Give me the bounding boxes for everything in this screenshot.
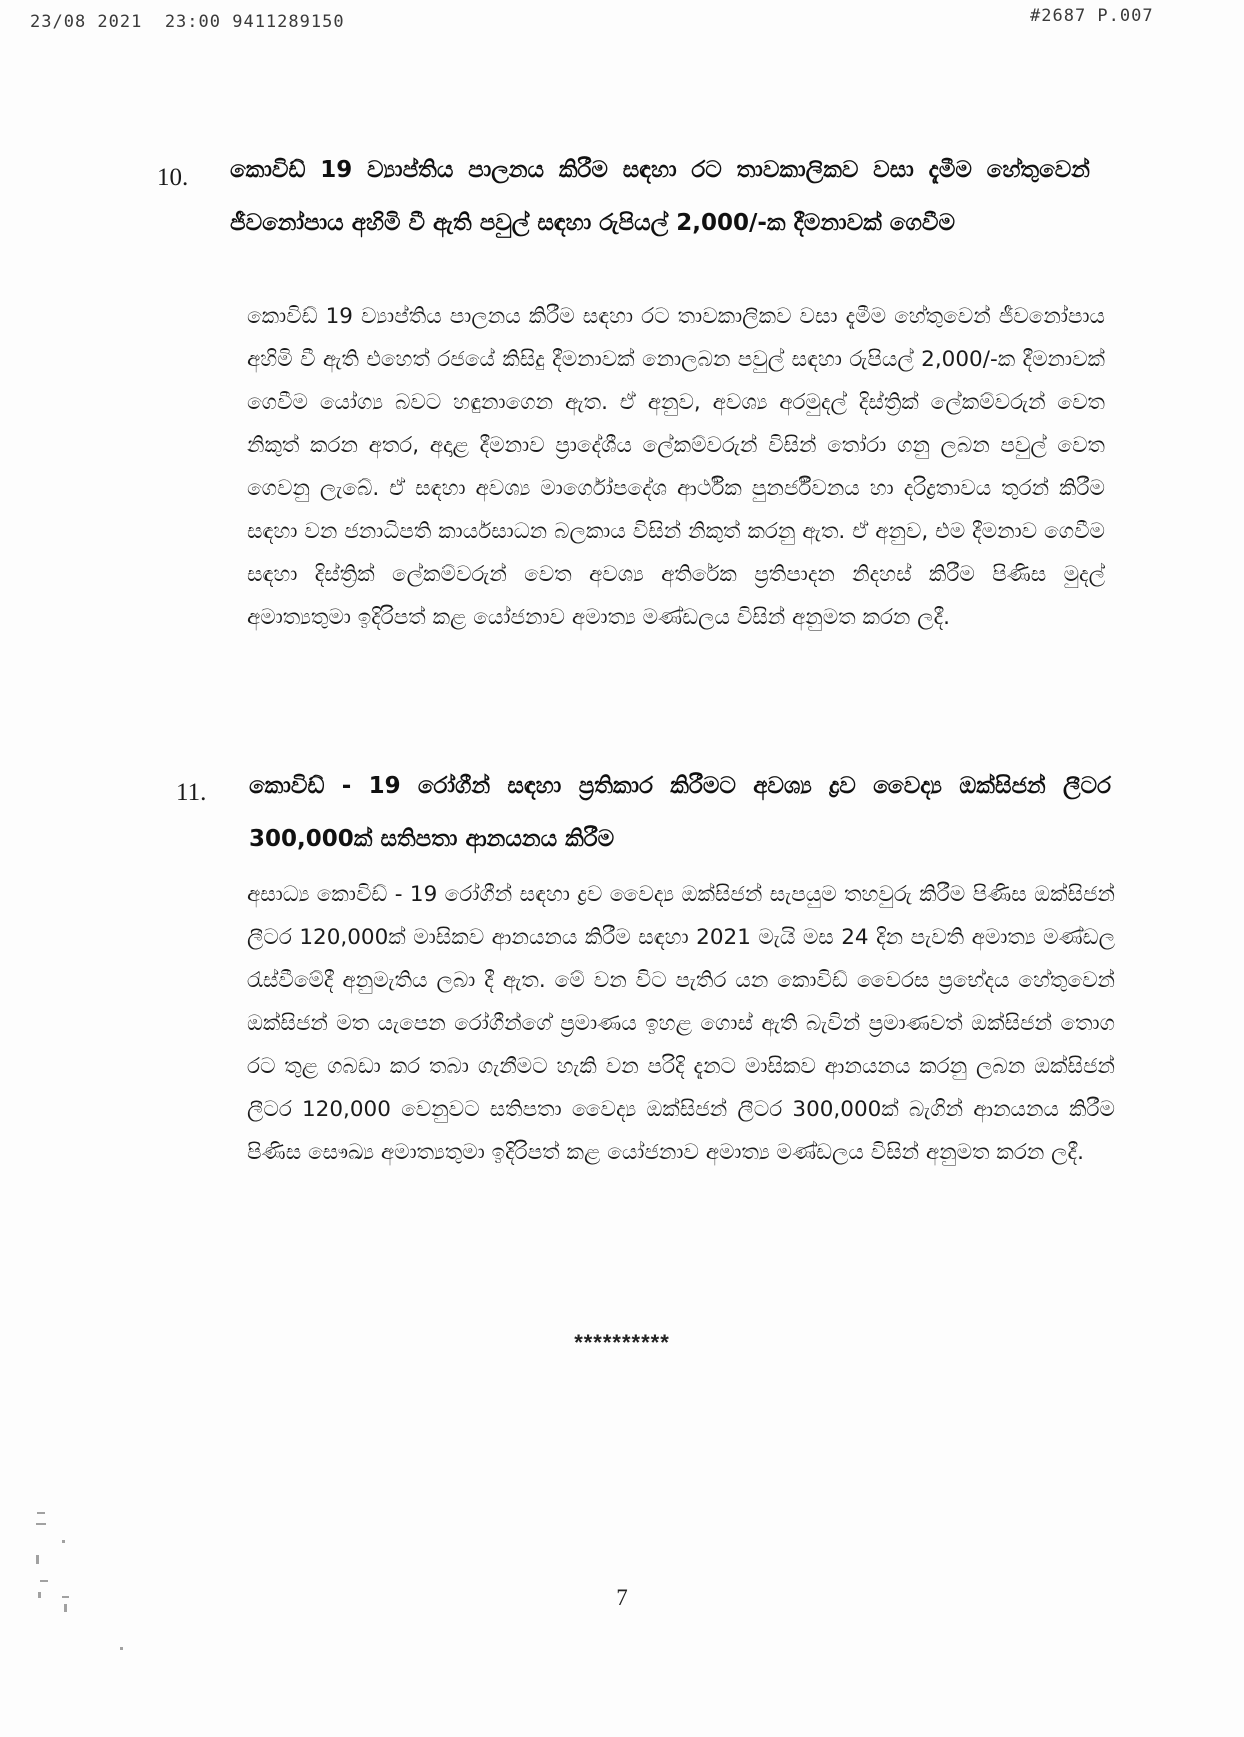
scan-speck xyxy=(37,1512,45,1514)
item-11-title: කොවිඩ් - 19 රෝගීන් සඳහා ප්‍රතිකාර කිරීමට අවශ්‍ය ද්‍රව වෛද්‍ය ඔක්සිජන් ලීටර 300,000ක් සතිපතා ආනයනය කිරීම xyxy=(249,773,1111,852)
fax-header-date-number: 23/08 2021 23:00 9411289150 xyxy=(30,12,345,32)
scan-speck xyxy=(38,1592,41,1598)
item-11-body: අසාධ්‍ය කොවිඩ් - 19 රෝගීන් සඳහා ද්‍රව වෛද්‍ය ඔක්සිජන් සැපයුම තහවුරු කිරීම පිණිස ඔක්සිජන් ලීටර 120,000ක් මාසිකව ආනයනය කිරීම සඳහා 2021 මැයි මස 24 දින පැවති අමාත්‍ය මණ්ඩල රැස්වීමේදී අනුමැතිය ලබා දී ඇත. මේ වන විට පැතිර යන කොවිඩ් වෛරස ප්‍රභේදය හේතුවෙන් ඔක්සිජන් මත යැපෙන රෝගීන්ගේ ප්‍රමාණය ඉහළ ගොස් ඇති බැවින් ප්‍රමාණවත් ඔක්සිජන් තොග රට තුළ ගබඩා කර තබා ගැනීමට හැකි වන පරිදි දැනට මාසිකව ආනයනය කරනු ලබන ඔක්සිජන් ලීටර 120,000 වෙනුවට සතිපතා වෛද්‍ය ඔක්සිජන් ලීටර 300,000ක් බැගින් ආනයනය කිරීම පිණිස සෞඛ්‍ය අමාත්‍යතුමා ඉදිරිපත් කළ යෝජනාව අමාත්‍ය මණ්ඩලය විසින් අනුමත කරන ලදී. xyxy=(247,882,1115,1165)
scan-speck xyxy=(120,1647,123,1650)
item-10-number: 10. xyxy=(157,164,189,191)
scan-speck xyxy=(62,1540,65,1543)
scan-speck xyxy=(62,1596,69,1598)
scan-speck xyxy=(64,1604,67,1612)
page-number: 7 xyxy=(616,1585,628,1610)
scan-speck xyxy=(40,1580,48,1582)
item-10-body: කොවිඩ් 19 ව්‍යාප්තිය පාලනය කිරීම සඳහා රට තාවකාලිකව වසා දැමීම හේතුවෙන් ජීවනෝපාය අහිමි වී ඇති එහෙත් රජයේ කිසිදු දීමනාවක් නොලබන පවුල් සඳහා රුපියල් 2,000/-ක දීමනාවක් ගෙවීම යෝග්‍ය බවට හඳුනාගෙන ඇත. ඒ අනුව, අවශ්‍ය අරමුදල් දිස්ත්‍රික් ලේකම්වරුන් වෙත නිකුත් කරන අතර, අදාළ දීමනාව ප්‍රාදේශීය ලේකම්වරුන් විසින් තෝරා ගනු ලබන පවුල් වෙත ගෙවනු ලැබේ. ඒ සඳහා අවශ්‍ය මාර්ගෝපදේශ ආර්ථික පුනර්ජීවනය හා දරිද්‍රතාවය තුරන් කිරීම සඳහා වන ජනාධිපති කාර්යසාධන බලකාය විසින් නිකුත් කරනු ඇත. ඒ අනුව, එම දීමනාව ගෙවීම සඳහා දිස්ත්‍රික් ලේකම්වරුන් වෙත අවශ්‍ය අතිරේක ප්‍රතිපාදන නිදහස් කිරීම පිණිස මුදල් අමාත්‍යතුමා ඉදිරිපත් කළ යෝජනාව අමාත්‍ය මණ්ඩලය විසින් අනුමත කරන ලදී. xyxy=(247,304,1105,630)
item-10-title: කොවිඩ් 19 ව්‍යාප්තිය පාලනය කිරීම සඳහා රට තාවකාලිකව වසා දැමීම හේතුවෙන් ජීවනෝපාය අහිමි වී ඇති පවුල් සඳහා රුපියල් 2,000/-ක දීමනාවක් ගෙවීම xyxy=(230,157,1090,236)
section-separator: ********** xyxy=(574,1330,670,1355)
scan-speck xyxy=(36,1523,46,1525)
fax-header-page-ref: #2687 P.007 xyxy=(1030,6,1154,26)
scan-speck xyxy=(36,1555,39,1564)
item-11-number: 11. xyxy=(176,779,207,806)
